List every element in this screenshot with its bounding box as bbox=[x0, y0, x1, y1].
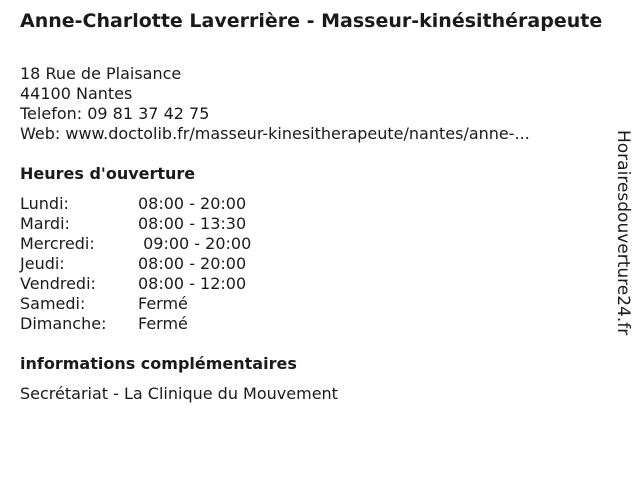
opening-hours-table bbox=[20, 194, 251, 334]
website-link: Web: www.doctolib.fr/masseur-kinesitherapeute/nantes/anne-... bbox=[20, 124, 530, 143]
day-label: Lundi: bbox=[20, 194, 69, 213]
time-value: 09:00 - 20:00 bbox=[138, 234, 252, 253]
hours-row-friday bbox=[20, 274, 251, 294]
time-value: 08:00 - 20:00 bbox=[138, 254, 247, 273]
day-label: Vendredi: bbox=[20, 274, 96, 293]
day-label: Jeudi: bbox=[20, 254, 65, 273]
day-label: Mardi: bbox=[20, 214, 70, 233]
time-value: 08:00 - 20:00 bbox=[138, 194, 247, 213]
additional-info-text: Secrétariat - La Clinique du Mouvement bbox=[20, 384, 338, 403]
day-label: Mercredi: bbox=[20, 234, 95, 253]
page-title: Anne-Charlotte Laverrière - Masseur-kinésithérapeute bbox=[20, 10, 603, 32]
hours-row-thursday bbox=[20, 254, 251, 274]
city-postcode: 44100 Nantes bbox=[20, 84, 133, 103]
site-brand: Horairesdouverture24.fr bbox=[613, 130, 633, 336]
hours-row-saturday bbox=[20, 294, 251, 314]
day-label: Dimanche: bbox=[20, 314, 107, 333]
contact-block bbox=[20, 64, 590, 144]
hours-row-tuesday bbox=[20, 214, 251, 234]
street-address: 18 Rue de Plaisance bbox=[20, 64, 182, 83]
hours-row-wednesday bbox=[20, 234, 251, 254]
hours-row-sunday bbox=[20, 314, 251, 334]
time-value: Fermé bbox=[138, 294, 188, 313]
additional-info-heading: informations complémentaires bbox=[20, 354, 297, 373]
time-value: 08:00 - 12:00 bbox=[138, 274, 247, 293]
day-label: Samedi: bbox=[20, 294, 86, 313]
opening-hours-heading: Heures d'ouverture bbox=[20, 164, 196, 183]
time-value: Fermé bbox=[138, 314, 188, 333]
time-value: 08:00 - 13:30 bbox=[138, 214, 247, 233]
phone-number: Telefon: 09 81 37 42 75 bbox=[20, 104, 210, 123]
hours-row-monday bbox=[20, 194, 251, 214]
